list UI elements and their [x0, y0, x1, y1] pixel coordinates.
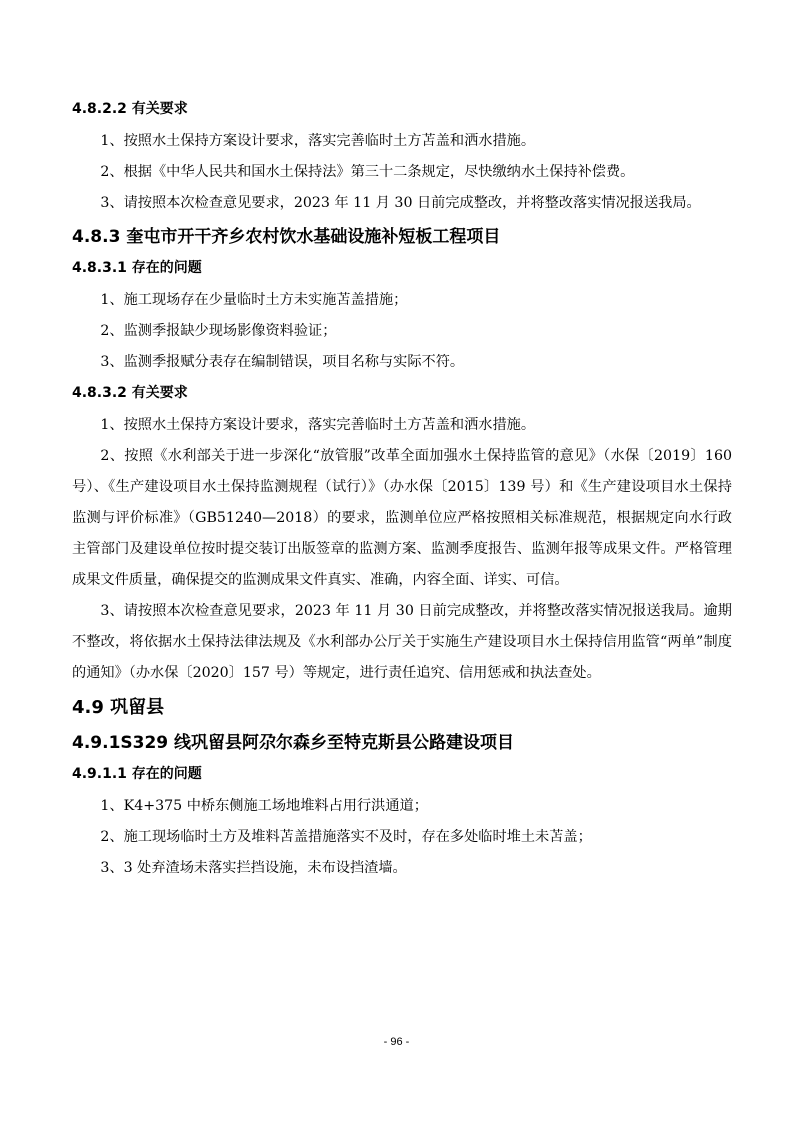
paragraph: 1、按照水土保持方案设计要求，落实完善临时土方苫盖和洒水措施。: [100, 133, 536, 149]
section-heading-4-9-1: 4.9.1S329 线巩留县阿尕尔森乡至特克斯县公路建设项目: [72, 733, 515, 753]
paragraph: 2、监测季报缺少现场影像资料验证；: [100, 323, 337, 339]
paragraph: 2、按照《水利部关于进一步深化“放管服”改革全面加强水土保持监管的意见》（水保〔2019〕160 号）、《生产建设项目水土保持监测规程（试行）》（办水保〔2015〕139 号）和《生产建设项目水土保持监测与评价标准》（GB51240—2018）的要求，监测单位应严格按照相关标准规范，根据规定向水行政主管部门及建设单位按时提交装订出版签章的监测方案、监测季度报告、监测年报等成果文件。严格管理成果文件质量，确保提交的监测成果文件真实、准确，内容全面、详实、可信。: [72, 448, 732, 588]
section-4-8-2-2: [72, 98, 732, 219]
paragraph: 2、施工现场临时土方及堆料苫盖措施落实不及时，存在多处临时堆土未苫盖；: [100, 829, 592, 845]
section-heading: 4.8.3.2 有关要求: [72, 385, 188, 401]
paragraph: 2、根据《中华人民共和国水土保持法》第三十二条规定，尽快缴纳水土保持补偿费。: [100, 164, 635, 180]
section-heading: 4.8.2.2 有关要求: [72, 101, 188, 117]
section-heading-4-9: 4.9 巩留县: [72, 697, 165, 718]
paragraph: 1、按照水土保持方案设计要求，落实完善临时土方苫盖和洒水措施。: [100, 417, 536, 433]
paragraph: 3、请按照本次检查意见要求，2023 年 11 月 30 日前完成整改，并将整改落实情况报送我局。逾期不整改，将依据水土保持法律法规及《水利部办公厅关于实施生产建设项目水土保持信用监管“两单”制度的通知》（办水保〔2020〕157 号）等规定，进行责任追究、信用惩戒和执法查处。: [72, 603, 732, 681]
section-4-8-3-2: [72, 382, 732, 689]
page-number: - 96 -: [383, 1036, 410, 1048]
section-heading-4-8-3: 4.8.3 奎屯市开干齐乡农村饮水基础设施补短板工程项目: [72, 227, 501, 247]
document-body: [72, 98, 732, 888]
paragraph: 3、请按照本次检查意见要求，2023 年 11 月 30 日前完成整改，并将整改落实情况报送我局。: [100, 195, 701, 211]
paragraph: 1、施工现场存在少量临时土方未实施苫盖措施；: [100, 292, 408, 308]
section-4-8-3-1: [72, 257, 732, 378]
section-heading: 4.9.1.1 存在的问题: [72, 766, 202, 782]
paragraph: 3、3 处弃渣场未落实拦挡设施，未布设挡渣墙。: [100, 860, 407, 876]
paragraph: 3、监测季报赋分表存在编制错误，项目名称与实际不符。: [100, 354, 465, 370]
paragraph: 1、K4+375 中桥东侧施工场地堆料占用行洪通道；: [100, 798, 428, 814]
section-4-9-1-1: [72, 763, 732, 884]
section-heading: 4.8.3.1 存在的问题: [72, 260, 202, 276]
